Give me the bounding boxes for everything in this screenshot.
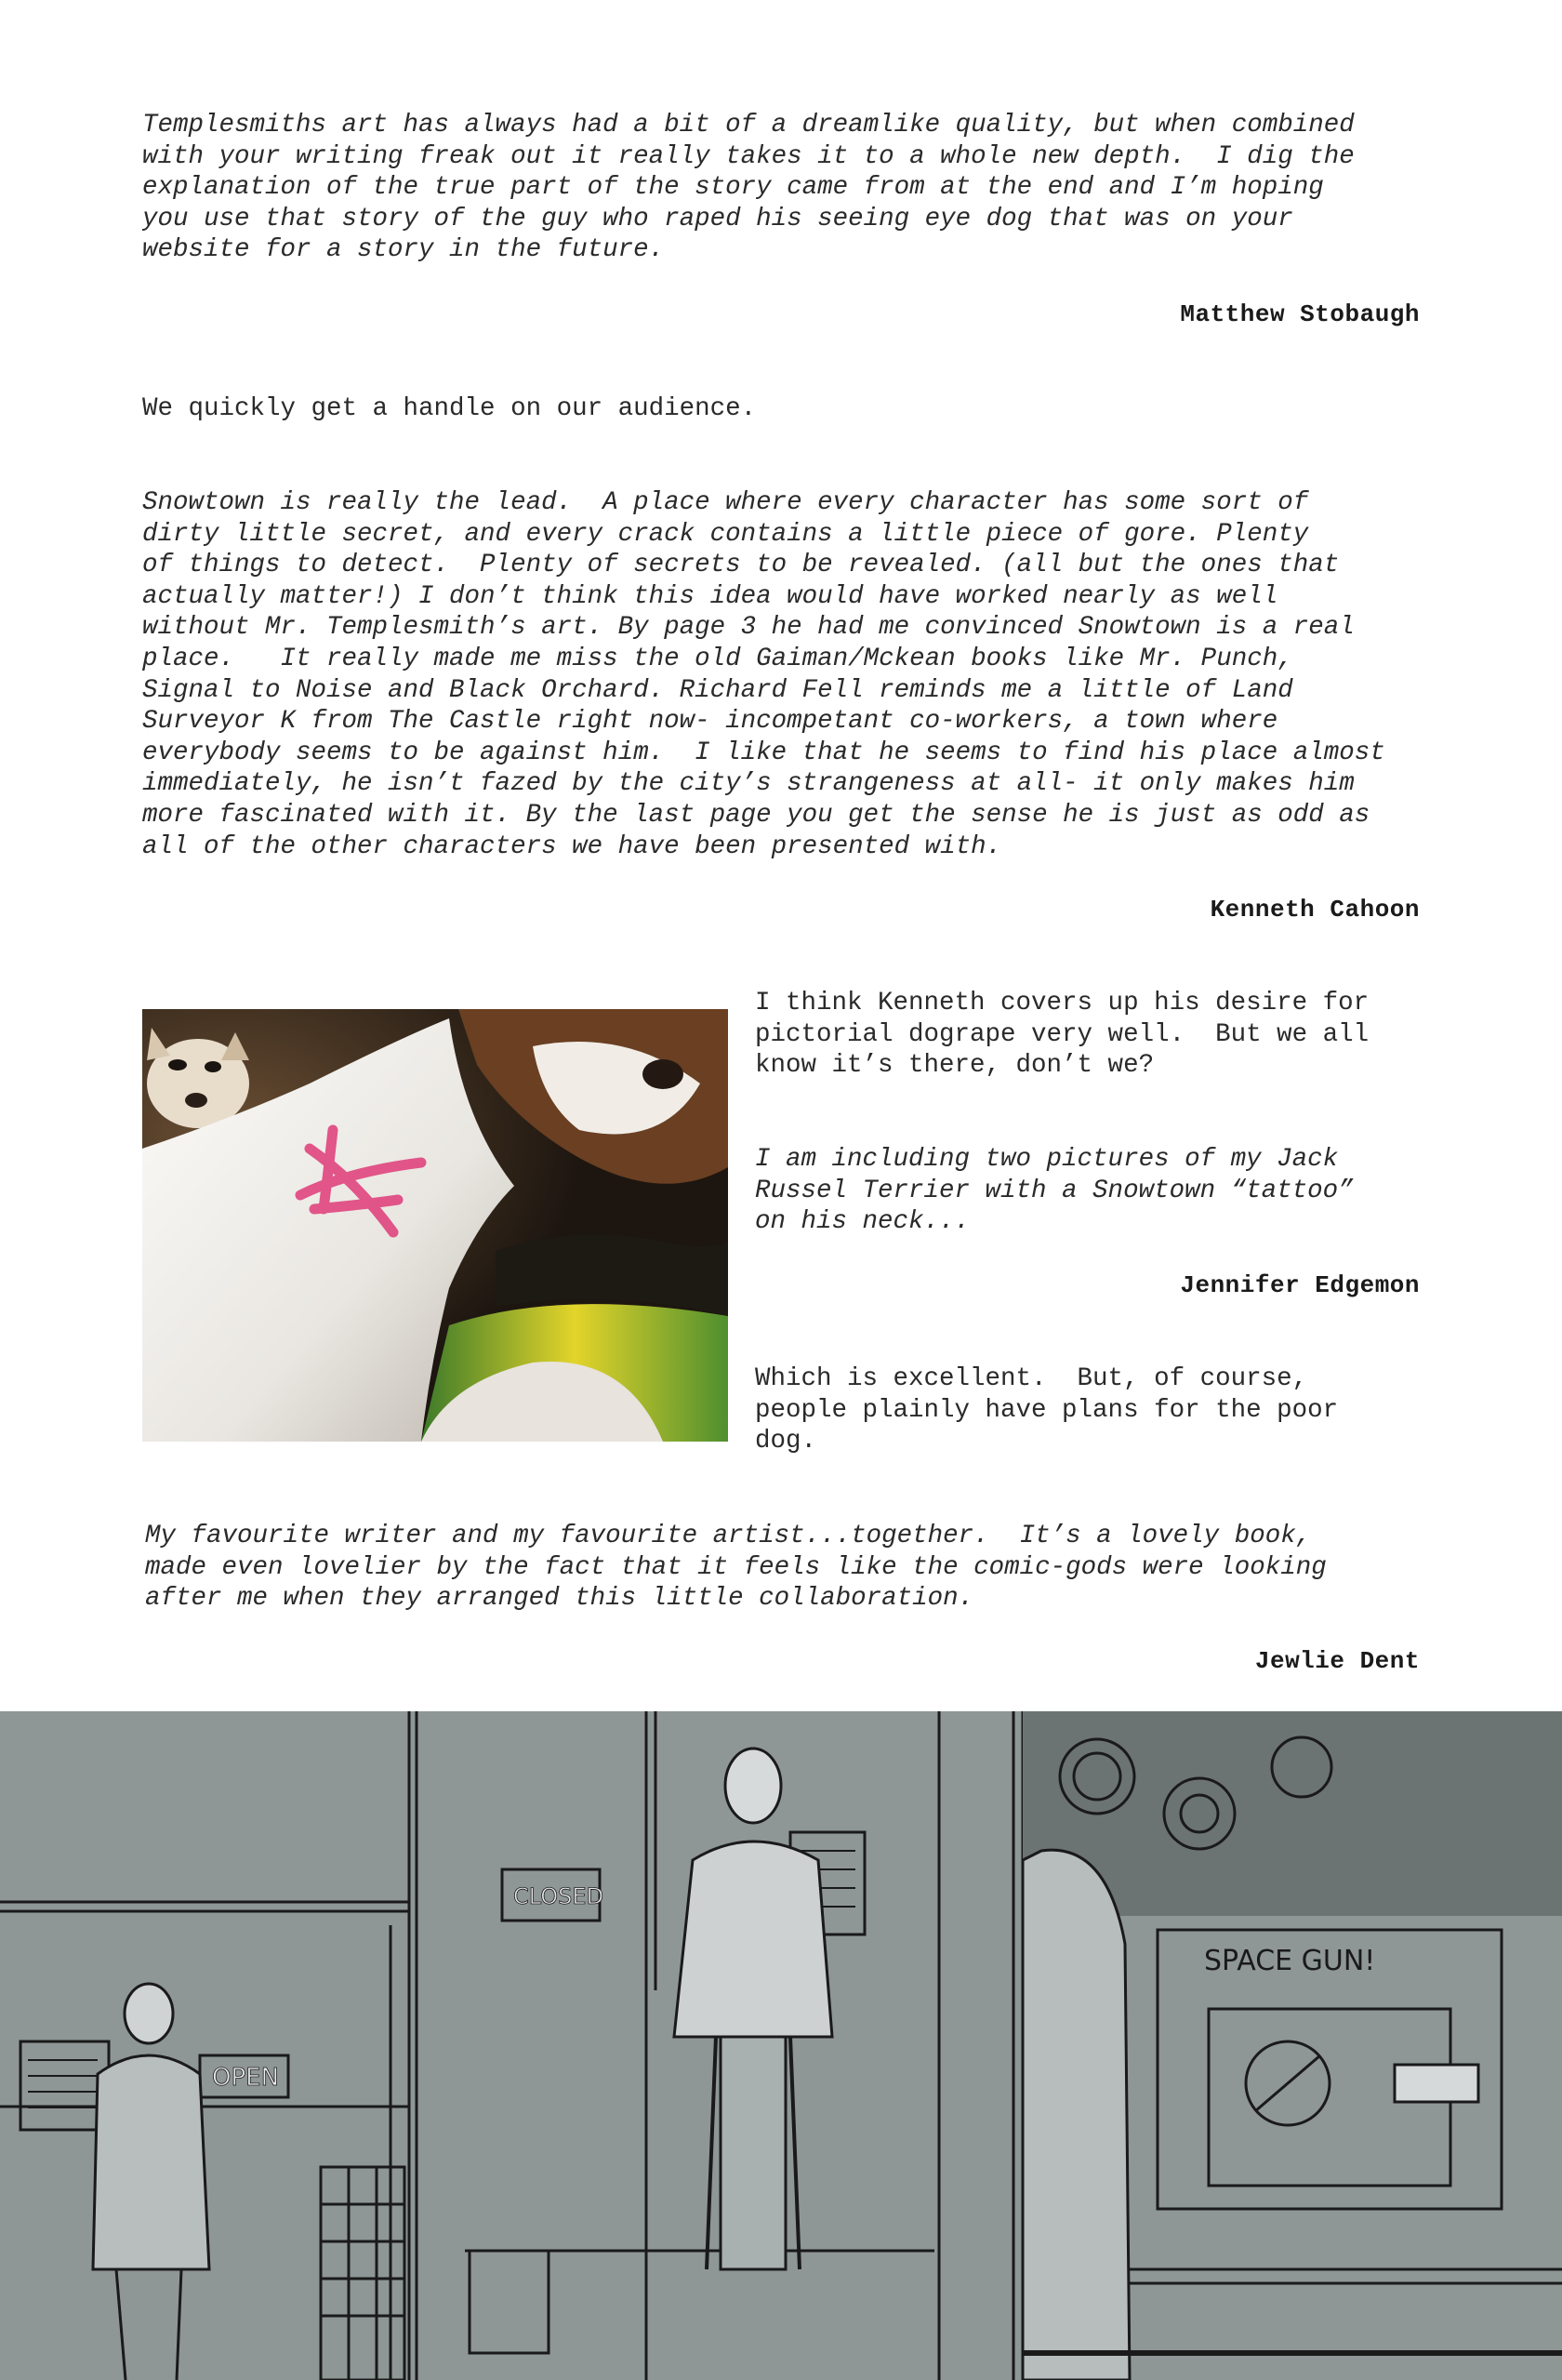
- letter-line: more fascinated with it. By the last page you get the sense he is just as odd as: [142, 800, 1370, 830]
- letter-line: everybody seems to be against him. I like that he seems to find his place almost: [142, 738, 1385, 767]
- comic-panel-strip: [0, 1711, 1562, 2380]
- letter-line: you use that story of the guy who raped his seeing eye dog that was on your: [142, 204, 1293, 233]
- jack-russell-photo: [142, 1009, 728, 1442]
- reply-line: Which is excellent. But, of course,: [755, 1364, 1308, 1393]
- space-gun-sign: SPACE GUN!: [1204, 1945, 1376, 1977]
- letter-line: My favourite writer and my favourite artist...together. It’s a lovely book,: [145, 1522, 1312, 1550]
- letter-line: I am including two pictures of my Jack: [755, 1145, 1339, 1174]
- signature-jewlie: Jewlie Dent: [1254, 1647, 1420, 1675]
- letter-matthew: [142, 110, 1425, 266]
- letter-line: after me when they arranged this little collaboration.: [145, 1584, 974, 1614]
- letter-line: website for a story in the future.: [142, 235, 665, 265]
- letter-line: dirty little secret, and every crack contains a little piece of gore. Plenty: [142, 519, 1309, 549]
- letter-line: Russel Terrier with a Snowtown “tattoo”: [755, 1176, 1354, 1205]
- letter-line: with your writing freak out it really takes it to a whole new depth. I dig the: [142, 141, 1355, 171]
- reply-audience: [142, 393, 1425, 425]
- signature-matthew: Matthew Stobaugh: [1180, 300, 1420, 328]
- reply-line: dog.: [755, 1427, 817, 1456]
- reply-kenneth: [755, 988, 1424, 1082]
- letter-jennifer: [755, 1144, 1424, 1238]
- closed-sign: CLOSED: [513, 1883, 604, 1909]
- letter-line: all of the other characters we have been presented with.: [142, 831, 1002, 861]
- dog-photo: [142, 1009, 728, 1442]
- open-sign: OPEN: [212, 2064, 280, 2092]
- reply-jennifer: [755, 1363, 1424, 1457]
- reply-line: pictorial dogrape very well. But we all: [755, 1019, 1370, 1049]
- letter-line: explanation of the true part of the story came from at the end and I’m hoping: [142, 173, 1324, 203]
- letter-line: Signal to Noise and Black Orchard. Richard Fell reminds me a little of Land: [142, 675, 1293, 705]
- reply-line: We quickly get a handle on our audience.: [142, 394, 757, 423]
- letter-line: without Mr. Templesmith’s art. By page 3 he had me convinced Snowtown is a real: [142, 613, 1355, 643]
- letter-line: Surveyor K from The Castle right now- incompetant co-workers, a town where: [142, 707, 1278, 737]
- comic-illustration: [0, 1711, 1562, 2380]
- letter-line: place. It really made me miss the old Gaiman/Mckean books like Mr. Punch,: [142, 644, 1293, 673]
- letter-line: made even lovelier by the fact that it feels like the comic-gods were looking: [145, 1552, 1327, 1582]
- letter-line: Snowtown is really the lead. A place where every character has some sort of: [142, 488, 1309, 517]
- letter-line: on his neck...: [755, 1207, 971, 1237]
- letter-line: of things to detect. Plenty of secrets to be revealed. (all but the ones that: [142, 551, 1340, 580]
- letter-line: immediately, he isn’t fazed by the city’s strangeness at all- it only makes him: [142, 769, 1355, 799]
- letter-line: actually matter!) I don’t think this idea would have worked nearly as well: [142, 581, 1278, 611]
- letter-jewlie: [145, 1521, 1428, 1615]
- signature-jennifer: Jennifer Edgemon: [1180, 1271, 1420, 1299]
- signature-kenneth: Kenneth Cahoon: [1210, 896, 1420, 924]
- reply-line: know it’s there, don’t we?: [755, 1051, 1155, 1081]
- letter-line: Templesmiths art has always had a bit of a dreamlike quality, but when combined: [142, 111, 1355, 140]
- reply-line: I think Kenneth covers up his desire for: [755, 989, 1370, 1017]
- reply-line: people plainly have plans for the poor: [755, 1395, 1339, 1425]
- letter-kenneth: [142, 487, 1425, 862]
